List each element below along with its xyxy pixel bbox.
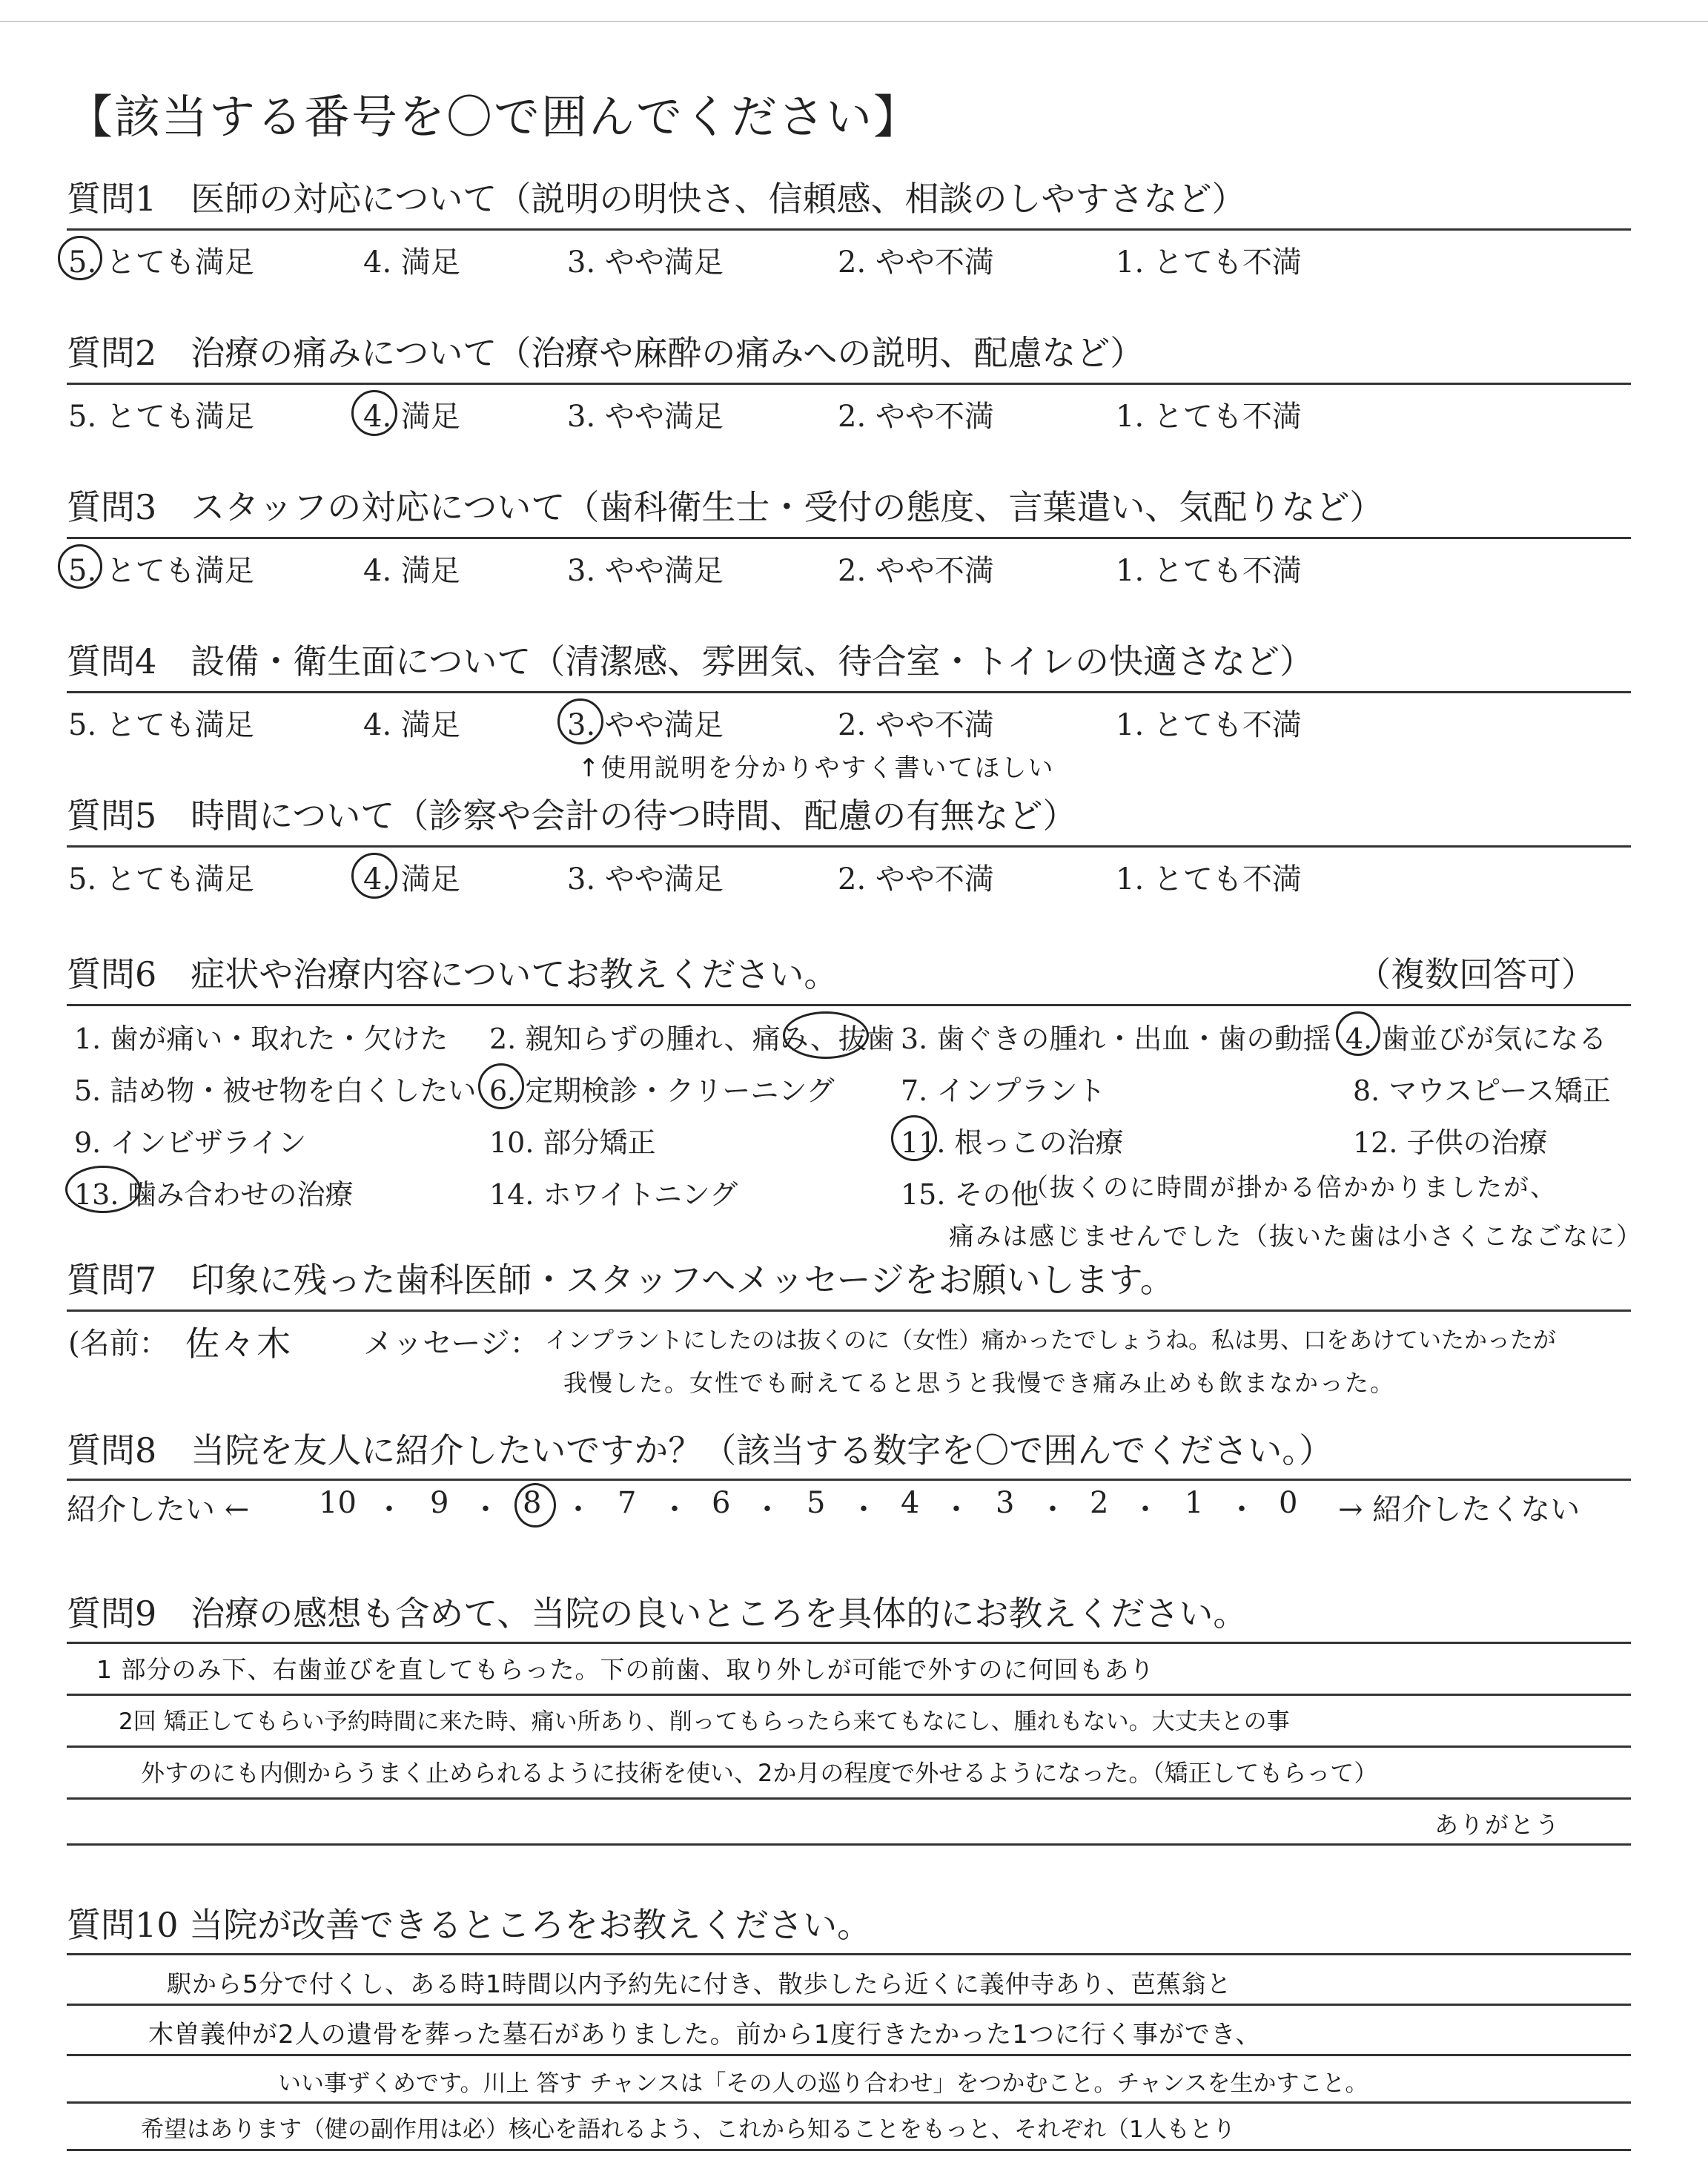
q2-selected-circle bbox=[351, 390, 397, 436]
question-6-multi-note: （複数回答可） bbox=[1357, 954, 1595, 994]
q10-line-rule bbox=[67, 2101, 1631, 2104]
q8-dot: ・ bbox=[1131, 1493, 1160, 1527]
page-title: 【該当する番号を〇で囲んでください】 bbox=[67, 90, 921, 144]
q6-selected-circle-11 bbox=[891, 1115, 937, 1161]
q8-dot: ・ bbox=[471, 1493, 500, 1527]
q7-message-label: メッセージ： bbox=[363, 1327, 540, 1361]
q8-score-2[interactable]: 2 bbox=[1090, 1486, 1109, 1520]
q5-option-3[interactable]: 3. やや満足 bbox=[567, 862, 724, 896]
q8-dot: ・ bbox=[374, 1493, 404, 1527]
top-border bbox=[0, 21, 1708, 22]
q8-score-10[interactable]: 10 bbox=[319, 1486, 357, 1520]
question-8-rule bbox=[67, 1479, 1631, 1481]
q8-score-3[interactable]: 3 bbox=[996, 1486, 1015, 1520]
q5-option-4[interactable]: 4. 満足 bbox=[363, 862, 460, 896]
q8-score-1[interactable]: 1 bbox=[1185, 1486, 1204, 1520]
q6-selected-circle-13 bbox=[65, 1166, 141, 1213]
q6-other-handwritten-1: （抜くのに時間が掛かる倍かかりましたが、 bbox=[1023, 1173, 1557, 1203]
q8-score-4[interactable]: 4 bbox=[901, 1486, 920, 1520]
q9-line-rule bbox=[67, 1745, 1631, 1748]
q6-item-12[interactable]: 12. 子供の治療 bbox=[1353, 1126, 1548, 1159]
q10-line-rule bbox=[67, 2004, 1631, 2006]
q2-option-1[interactable]: 1. とても不満 bbox=[1116, 400, 1302, 434]
q6-item-11[interactable]: 11. 根っこの治療 bbox=[901, 1126, 1124, 1159]
q9-line-rule bbox=[67, 1843, 1631, 1846]
q10-rule bbox=[67, 1953, 1631, 1955]
q5-option-5[interactable]: 5. とても満足 bbox=[68, 862, 254, 896]
question-5-label: 質問5 時間について（診察や会計の待つ時間、配慮の有無など） bbox=[67, 796, 1077, 836]
q9-line-3[interactable]: 外すのにも内側からうまく止められるように技術を使い、2か月の程度で外せるようになった。（矯正してもらって） bbox=[141, 1759, 1378, 1787]
q1-option-1[interactable]: 1. とても不満 bbox=[1116, 245, 1302, 280]
question-1-label: 質問1 医師の対応について（説明の明快さ、信頼感、相談のしやすさなど） bbox=[67, 179, 1246, 219]
q6-item-2[interactable]: 2. 親知らずの腫れ、痛み、抜歯 bbox=[489, 1023, 895, 1055]
question-4-rule bbox=[67, 691, 1631, 693]
q8-score-0[interactable]: 0 bbox=[1279, 1486, 1298, 1520]
q8-left-label: 紹介したい ← bbox=[67, 1493, 250, 1527]
q9-line-1[interactable]: 1 部分のみ下、右歯並びを直してもらった。下の前歯、取り外しが可能で外すのに何回もあり bbox=[96, 1655, 1155, 1684]
q1-option-3[interactable]: 3. やや満足 bbox=[567, 245, 724, 280]
q4-option-4[interactable]: 4. 満足 bbox=[363, 708, 460, 742]
q6-other-handwritten-2: 痛みは感じませんでした（抜いた歯は小さくこなごなに） bbox=[949, 1222, 1643, 1252]
q6-item-5[interactable]: 5. 詰め物・被せ物を白くしたい bbox=[74, 1074, 477, 1107]
q8-dot: ・ bbox=[849, 1493, 878, 1527]
q6-selected-circle-4 bbox=[1336, 1011, 1380, 1056]
q10-line-rule bbox=[67, 2149, 1631, 2151]
q8-selected-circle bbox=[514, 1483, 556, 1527]
q8-dot: ・ bbox=[1038, 1493, 1068, 1527]
q7-name-value[interactable]: 佐々木 bbox=[185, 1324, 292, 1364]
q1-option-2[interactable]: 2. やや不満 bbox=[838, 245, 994, 280]
question-3-label: 質問3 スタッフの対応について（歯科衛生士・受付の態度、言葉遣い、気配りなど） bbox=[67, 487, 1384, 527]
q8-dot: ・ bbox=[563, 1493, 593, 1527]
q2-option-5[interactable]: 5. とても満足 bbox=[68, 400, 254, 434]
q2-option-3[interactable]: 3. やや満足 bbox=[567, 400, 724, 434]
q6-selected-circle-6 bbox=[478, 1063, 524, 1109]
q6-item-7[interactable]: 7. インプラント bbox=[901, 1074, 1106, 1107]
question-2-rule bbox=[67, 383, 1631, 385]
q3-option-3[interactable]: 3. やや満足 bbox=[567, 554, 724, 588]
q10-line-3[interactable]: いい事ずくめです。川上 答す チャンスは「その人の巡り合わせ」をつかむこと。チャンスを生かすこと。 bbox=[278, 2070, 1368, 2097]
question-2-label: 質問2 治療の痛みについて（治療や麻酔の痛みへの説明、配慮など） bbox=[67, 333, 1145, 373]
q10-line-rule bbox=[67, 2054, 1631, 2056]
q4-selected-circle bbox=[557, 698, 603, 744]
question-6-label: 質問6 症状や治療内容についてお教えください。 bbox=[67, 954, 838, 994]
q4-option-2[interactable]: 2. やや不満 bbox=[838, 708, 994, 742]
q6-item-1[interactable]: 1. 歯が痛い・取れた・欠けた bbox=[74, 1023, 448, 1055]
question-10-label: 質問10 当院が改善できるところをお教えください。 bbox=[67, 1905, 872, 1945]
q3-selected-circle bbox=[58, 544, 102, 589]
q1-option-4[interactable]: 4. 満足 bbox=[363, 245, 460, 280]
question-4-label: 質問4 設備・衛生面について（清潔感、雰囲気、待合室・トイレの快適さなど） bbox=[67, 641, 1314, 681]
q8-dot: ・ bbox=[1227, 1493, 1257, 1527]
question-5-rule bbox=[67, 845, 1631, 848]
q6-item-3[interactable]: 3. 歯ぐきの腫れ・出血・歯の動揺 bbox=[901, 1023, 1331, 1055]
q6-item-13[interactable]: 13. 噛み合わせの治療 bbox=[74, 1178, 354, 1211]
q1-option-5[interactable]: 5. とても満足 bbox=[68, 245, 254, 280]
q8-dot: ・ bbox=[941, 1493, 971, 1527]
q4-handwritten-note: ↑使用説明を分かりやすく書いてほしい bbox=[578, 753, 1055, 783]
q8-score-5[interactable]: 5 bbox=[807, 1486, 826, 1520]
q8-score-6[interactable]: 6 bbox=[712, 1486, 731, 1520]
q3-option-5[interactable]: 5. とても満足 bbox=[68, 554, 254, 588]
q10-line-4[interactable]: 希望はあります（健の副作用は必）核心を語れるよう、これから知ることをもっと、それぞれ（1人もとり bbox=[141, 2116, 1236, 2143]
q8-right-label: → 紹介したくない bbox=[1338, 1493, 1580, 1527]
question-6-rule bbox=[67, 1004, 1631, 1006]
q8-score-7[interactable]: 7 bbox=[618, 1486, 637, 1520]
q2-option-2[interactable]: 2. やや不満 bbox=[838, 400, 994, 434]
q10-line-2[interactable]: 木曽義仲が2人の遺骨を葬った墓石がありました。前から1度行きたかった1つに行く事ができ、 bbox=[148, 2020, 1262, 2050]
q6-item-8[interactable]: 8. マウスピース矯正 bbox=[1353, 1074, 1611, 1107]
q4-option-3[interactable]: 3. やや満足 bbox=[567, 708, 724, 742]
q8-score-9[interactable]: 9 bbox=[430, 1486, 449, 1520]
q7-name-label: (名前： bbox=[68, 1327, 169, 1361]
question-1-rule bbox=[67, 228, 1631, 231]
q7-message-line-1[interactable]: インプラントにしたのは抜くのに（女性）痛かったでしょうね。私は男、口をあけていたかったが bbox=[545, 1327, 1556, 1354]
q4-option-5[interactable]: 5. とても満足 bbox=[68, 708, 254, 742]
q5-option-1[interactable]: 1. とても不満 bbox=[1116, 862, 1302, 896]
q2-option-4[interactable]: 4. 満足 bbox=[363, 400, 460, 434]
q7-message-line-2[interactable]: 我慢した。女性でも耐えてると思うと我慢でき痛み止めも飲まなかった。 bbox=[563, 1369, 1396, 1397]
q4-option-1[interactable]: 1. とても不満 bbox=[1116, 708, 1302, 742]
q8-score-8[interactable]: 8 bbox=[523, 1486, 542, 1520]
q9-line-4[interactable]: ありがとう bbox=[1434, 1811, 1561, 1839]
q3-option-1[interactable]: 1. とても不満 bbox=[1116, 554, 1302, 588]
q3-option-4[interactable]: 4. 満足 bbox=[363, 554, 460, 588]
question-8-label: 質問8 当院を友人に紹介したいですか？（該当する数字を〇で囲んでください。） bbox=[67, 1430, 1334, 1470]
q6-item-4[interactable]: 4. 歯並びが気になる bbox=[1345, 1023, 1607, 1055]
q6-item-10[interactable]: 10. 部分矯正 bbox=[489, 1126, 656, 1159]
question-7-rule bbox=[67, 1309, 1631, 1312]
q3-option-2[interactable]: 2. やや不満 bbox=[838, 554, 994, 588]
q5-selected-circle bbox=[351, 853, 397, 899]
q9-line-2[interactable]: 2回 矯正してもらい予約時間に来た時、痛い所あり、削ってもらったら来てもなにし、腫れもない。大丈夫との事 bbox=[119, 1708, 1290, 1735]
q9-line-rule bbox=[67, 1694, 1631, 1696]
question-3-rule bbox=[67, 537, 1631, 539]
question-9-label: 質問9 治療の感想も含めて、当院の良いところを具体的にお教えください。 bbox=[67, 1593, 1248, 1634]
q1-selected-circle bbox=[58, 236, 102, 280]
q10-line-1[interactable]: 駅から5分で付くし、ある時1時間以内予約先に付き、散歩したら近くに義仲寺あり、芭蕉翁と bbox=[167, 1969, 1232, 1998]
q9-line-rule bbox=[67, 1797, 1631, 1800]
q6-item-15[interactable]: 15. その他 bbox=[901, 1178, 1039, 1211]
q6-item-9[interactable]: 9. インビザライン bbox=[74, 1126, 307, 1159]
question-7-label: 質問7 印象に残った歯科医師・スタッフへメッセージをお願いします。 bbox=[67, 1260, 1174, 1300]
q6-selected-circle-2 bbox=[783, 1011, 869, 1059]
q8-dot: ・ bbox=[752, 1493, 782, 1527]
q5-option-2[interactable]: 2. やや不満 bbox=[838, 862, 994, 896]
q8-dot: ・ bbox=[660, 1493, 689, 1527]
q6-item-6[interactable]: 6. 定期検診・クリーニング bbox=[489, 1074, 835, 1107]
q6-item-14[interactable]: 14. ホワイトニング bbox=[489, 1178, 738, 1211]
q9-rule bbox=[67, 1642, 1631, 1644]
